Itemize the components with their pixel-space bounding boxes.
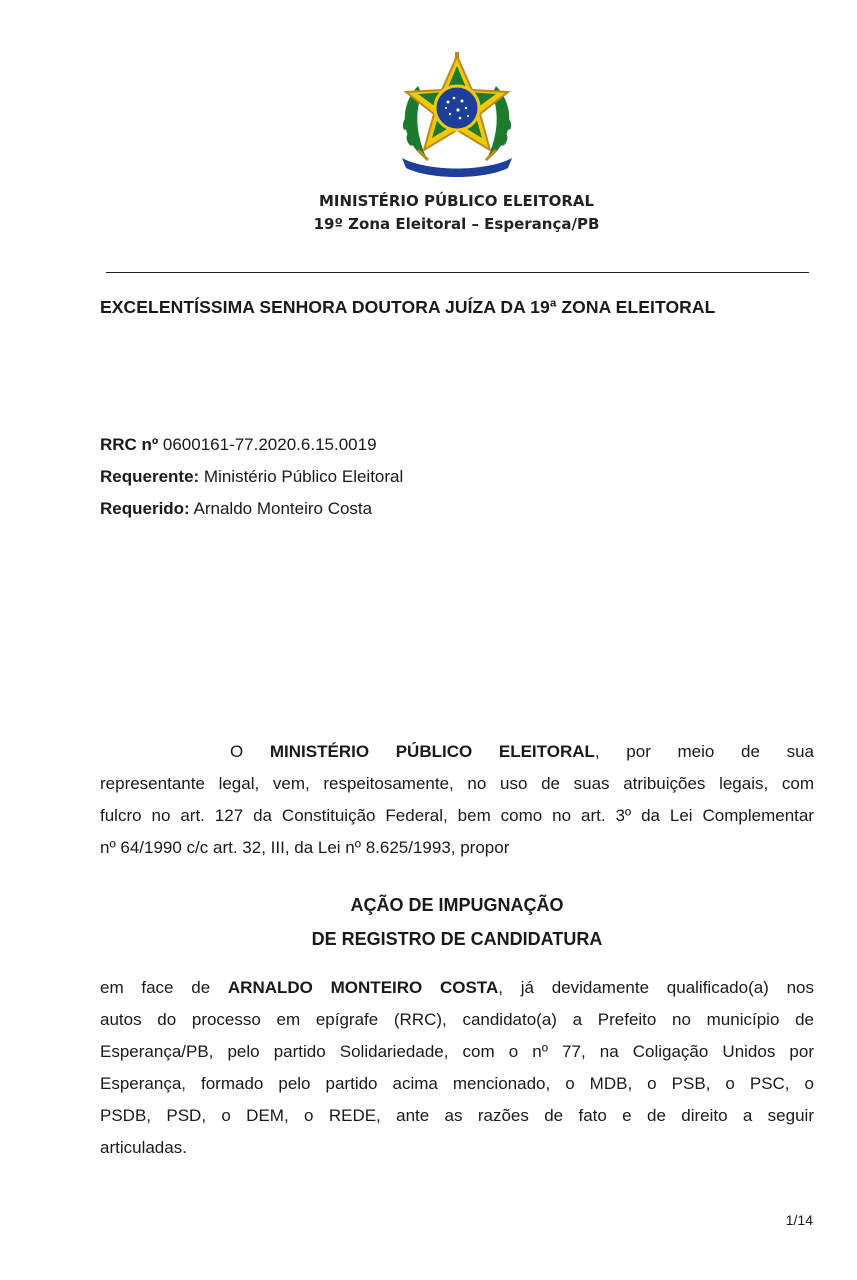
paragraph-line: autos do processo em epígrafe (RRC), candidato(a) a Prefeito no município de	[100, 1010, 814, 1029]
paragraph-line	[100, 972, 814, 1004]
rrc-label: RRC nº	[100, 435, 159, 454]
coat-of-arms-emblem	[388, 46, 526, 182]
intro-paragraph	[100, 736, 814, 864]
paragraph-line: Esperança/PB, pelo partido Solidariedade, com o nº 77, na Coligação Unidos por	[100, 1042, 814, 1061]
defendant-name: ARNALDO MONTEIRO COSTA	[227, 978, 499, 997]
rrc-value: 0600161-77.2020.6.15.0019	[158, 435, 377, 454]
defendant-paragraph	[100, 972, 814, 1164]
paragraph-text: em face de	[100, 978, 228, 997]
paragraph-line: nº 64/1990 c/c art. 32, III, da Lei nº 8.625/1993, propor	[100, 838, 510, 857]
page-number: 1/14	[785, 1212, 813, 1228]
paragraph-text: , por meio de sua	[594, 742, 814, 761]
ribbon	[402, 158, 512, 177]
paragraph-text: , já devidamente qualificado(a) nos	[498, 978, 814, 997]
action-title-line1: AÇÃO DE IMPUGNAÇÃO	[350, 895, 564, 915]
requerente-value: Ministério Público Eleitoral	[199, 467, 404, 486]
addressee-heading: EXCELENTÍSSIMA SENHORA DOUTORA JUÍZA DA 19ª ZONA ELEITORAL	[100, 297, 716, 317]
header-divider	[106, 272, 809, 273]
paragraph-line	[100, 736, 814, 768]
action-title-line2: DE REGISTRO DE CANDIDATURA	[311, 929, 603, 949]
paragraph-line: Esperança, formado pelo partido acima mencionado, o MDB, o PSB, o PSC, o	[100, 1074, 814, 1093]
action-title	[100, 888, 814, 956]
rrc-line	[100, 435, 377, 455]
ministry-bold: MINISTÉRIO PÚBLICO ELEITORAL	[269, 742, 595, 761]
ministry-title: MINISTÉRIO PÚBLICO ELEITORAL	[318, 192, 595, 210]
paragraph-line: articuladas.	[100, 1138, 187, 1157]
requerente-label: Requerente:	[100, 467, 200, 486]
requerido-line	[100, 499, 372, 519]
paragraph-lead-word: O	[230, 742, 244, 761]
requerido-label: Requerido:	[100, 499, 190, 518]
requerido-value: Arnaldo Monteiro Costa	[189, 499, 373, 518]
paragraph-line: representante legal, vem, respeitosamente, no uso de suas atribuições legais, com	[100, 774, 814, 793]
zone-subtitle: 19º Zona Eleitoral – Esperança/PB	[313, 215, 600, 233]
paragraph-line: PSDB, PSD, o DEM, o REDE, ante as razões de fato e de direito a seguir	[100, 1106, 814, 1125]
requerente-line	[100, 467, 403, 487]
paragraph-line: fulcro no art. 127 da Constituição Federal, bem como no art. 3º da Lei Complementar	[100, 806, 814, 825]
